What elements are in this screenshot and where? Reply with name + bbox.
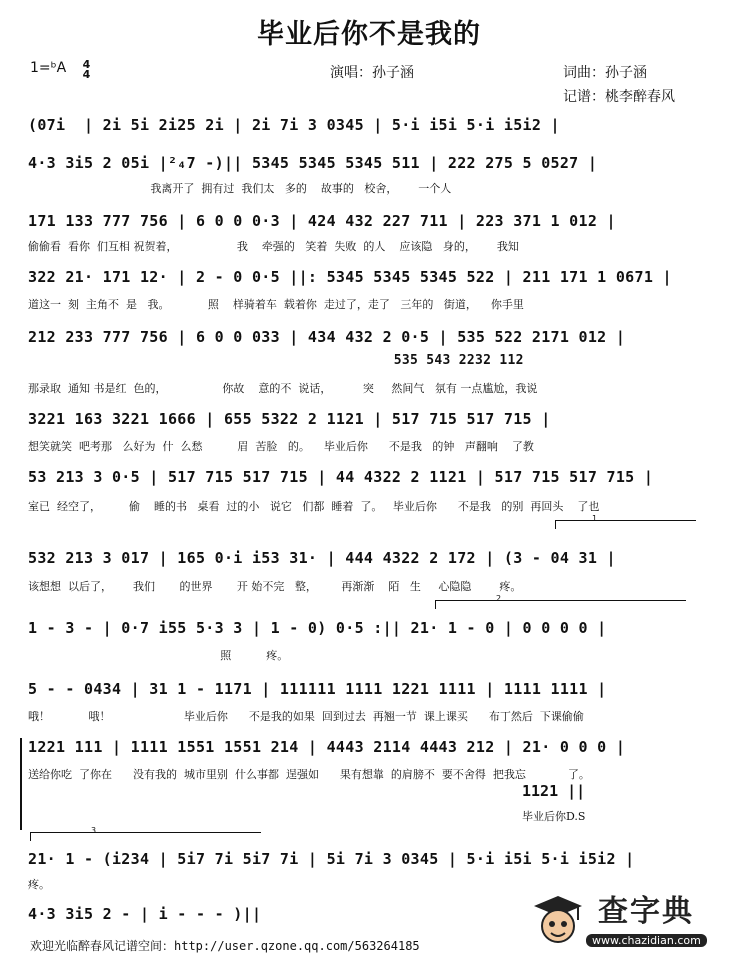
key-label: 1=ᵇA [30,60,67,76]
notator-credit: 记谱：桃李醉春风 [563,89,675,105]
watermark-url: www.chazidian.com [586,934,707,947]
footer-credit: 欢迎光临醉春风记谱空间：http://user.qzone.qq.com/563264185 [30,939,420,953]
score-row-12-notes: 21· 1 - (i234 | 5i7 7i 5i7 7i | 5i 7i 3 0345 | 5·i i5i 5·i i5i2 | [28,850,635,868]
score-row-3-lyrics: 偷偷看 看你 们互相 祝贺着， 我 牵强的 笑着 失败 的人 应该隐 身的， 我知 [28,240,519,253]
watermark [520,882,725,954]
score-row-5-lyrics: 那录取 通知 书是红 色的， 你故 意的不 说话， 突 然间气 氛有 一点尴尬，我说 [28,382,538,395]
time-signature [83,60,91,80]
scholar-mascot-icon [526,888,590,952]
score-row-10-lyrics: 哦！ 哦！ 毕业后你 不是我的如果 回到过去 再翘一节 课上课买 布丁然后 下课偷偷 [28,710,584,723]
key-signature [30,60,90,80]
score-row-2-notes: 4·3 3i5 2 05i |²₄7 -)|| 5345 5345 5345 511 | 222 275 5 0527 | [28,154,598,172]
score-row-8-notes: 532 213 3 017 | 165 0·i i53 31· | 444 4322 2 172 | (3 - 04 31 | [28,549,616,567]
score-row-11-notes: 1221 111 | 1111 1551 1551 214 | 4443 2114 4443 212 | 21· 0 0 0 | [28,738,626,756]
score-row-13-notes: 4·3 3i5 2 - | i - - - )|| [28,905,262,923]
score-row-12-lyrics: 疼。 [28,878,50,891]
volta-second-label: 2 [496,594,502,603]
score-row-9-notes: 1 - 3 - | 0·7 i55 5·3 3 | 1 - 0) 0·5 :|| 21· 1 - 0 | 0 0 0 0 | [28,619,607,637]
song-title: 毕业后你不是我的 [257,19,481,50]
score-row-7-lyrics: 室已 经空了， 偷 睡的书 桌看 过的小 说它 们都 睡着 了。 毕业后你 不是我 的别 再回头 了也 [28,500,600,513]
score-row-3-notes: 171 133 777 756 | 6 0 0 0·3 | 424 432 227 711 | 223 371 1 012 | [28,212,616,230]
score-row-5-notes: 212 233 777 756 | 6 0 0 033 | 434 432 2 0·5 | 535 522 2171 012 | [28,328,626,346]
score-row-8-lyrics: 该想想 以后了， 我们 的世界 开 始不完 整， 再渐渐 陌 生 心隐隐 疼。 [28,580,522,593]
score-row-6-notes: 3221 163 3221 1666 | 655 5322 2 1121 | 517 715 517 715 | [28,410,551,428]
score-row-2-lyrics: 我离开了 拥有过 我们太 多的 故事的 校舍， 一个人 [28,182,452,195]
score-row-4-notes: 322 21· 171 12· | 2 - 0 0·5 ||: 5345 5345 5345 522 | 211 171 1 0671 | [28,268,672,286]
watermark-text: 查字典 [598,894,694,929]
ds-notes: 1121 || [522,782,586,800]
time-bottom: 4 [82,68,91,81]
score-row-9-lyrics: 照 疼。 [28,649,289,662]
score-row-11-lyrics: 送给你吃 了你在 没有我的 城市里别 什么事都 逞强如 果有想靠 的肩膀不 要不舍得 把我忘 了。 [28,768,590,781]
volta-third-ending [30,826,261,841]
score-row-7-notes: 53 213 3 0·5 | 517 715 517 715 | 44 4322 2 1121 | 517 715 517 715 | [28,468,654,486]
lyricist-credit: 词曲：孙子涵 [563,65,647,81]
volta-third-label: 3 [91,826,97,835]
volta-first-ending [555,514,696,529]
volta-first-label: 1 [592,514,598,523]
volta-second-ending [435,594,686,609]
ds-lyric: 毕业后你D.S [522,810,586,823]
score-row-6-lyrics: 想笑就笑 吧考那 么好为 什 么愁 眉 苦脸 的。 毕业后你 不是我 的钟 声翻响 了教 [28,440,534,453]
repeat-bracket [20,738,22,830]
score-row-1-notes: (07i | 2i 5i 2i25 2i | 2i 7i 3 0345 | 5·i i5i 5·i i5i2 | [28,116,560,134]
score-row-10-notes: 5 - - 0434 | 31 1 - 1171 | 111111 1111 1221 1111 | 1111 1111 | [28,680,607,698]
score-row-4-lyrics: 道这一 刻 主角不 是 我。 照 样骑着车 载着你 走过了，走了 三年的 街道， 你手里 [28,298,524,311]
time-top: 4 [82,58,91,71]
singer-credit: 演唱：孙子涵 [330,65,414,81]
score-row-5-alt-notes: 535 543 2232 112 [28,353,524,368]
